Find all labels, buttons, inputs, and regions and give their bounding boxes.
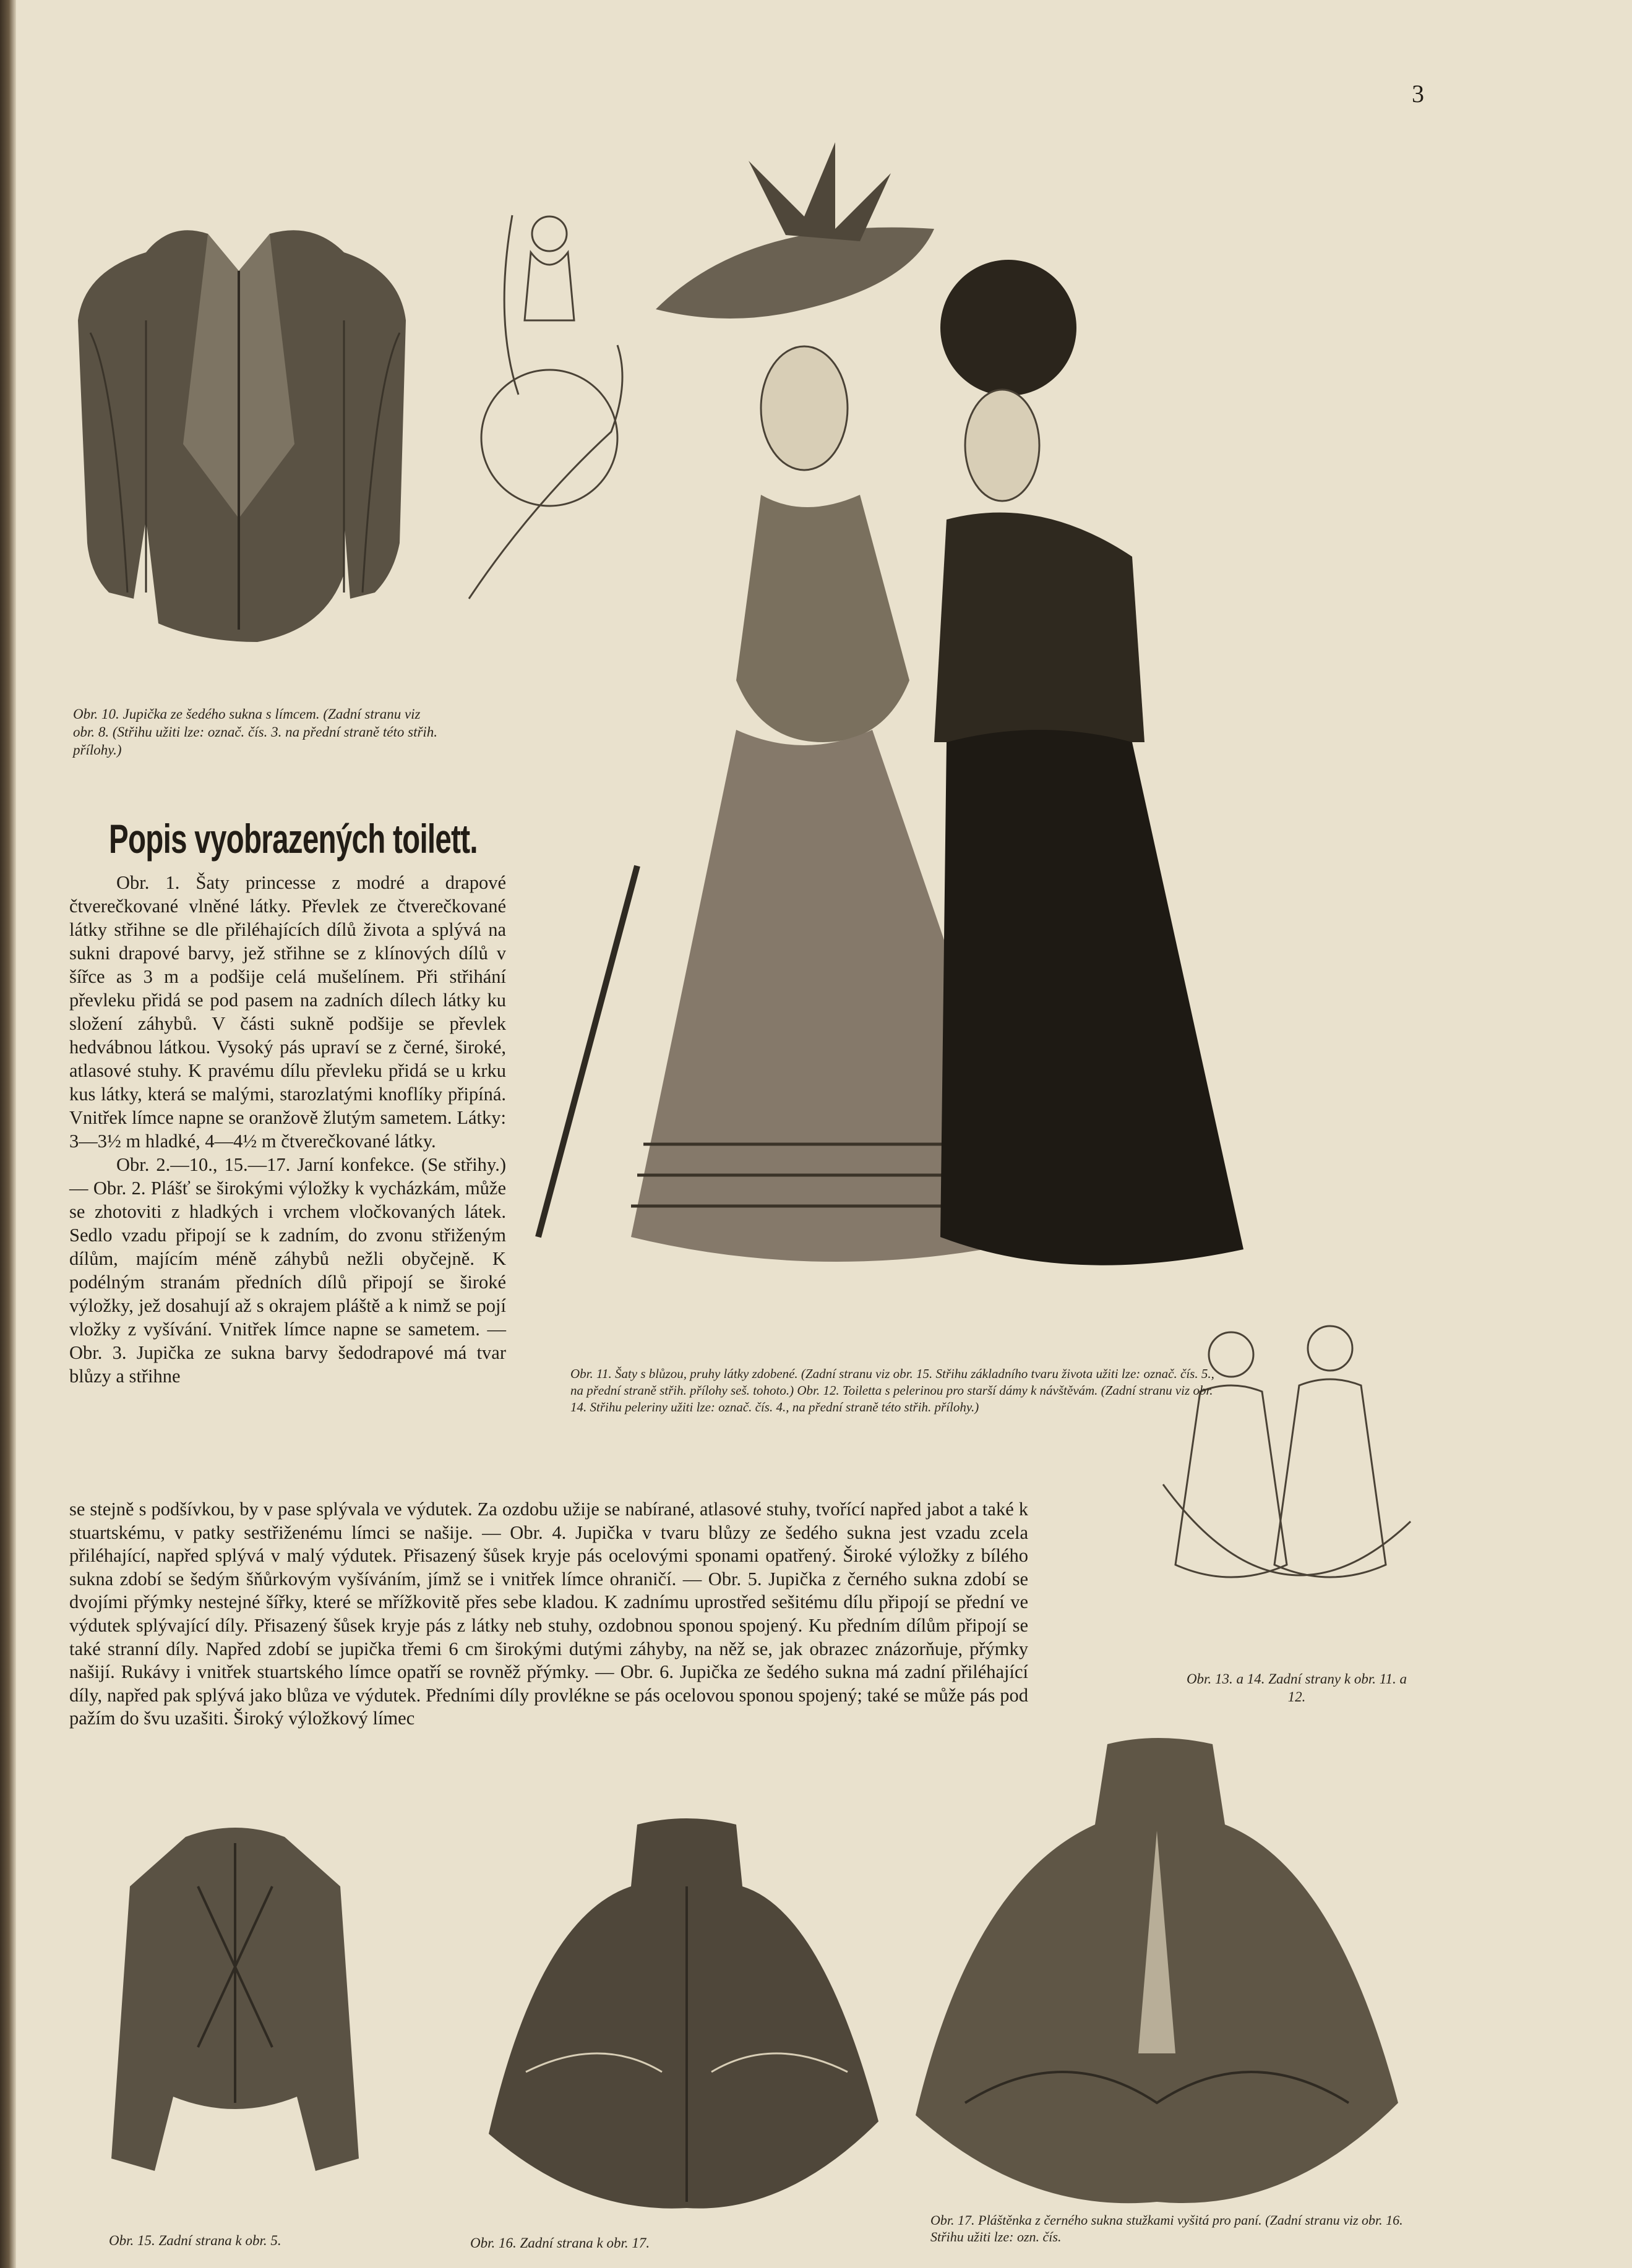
jacket-illustration — [53, 197, 437, 667]
jacket-back-illustration — [87, 1812, 384, 2196]
wide-text — [69, 1498, 1028, 1731]
caption-fig13-14: Obr. 13. a 14. Zadní strany k obr. 11. a 12. — [1186, 1671, 1407, 1705]
page-binding-edge — [0, 0, 16, 2268]
page-number: 3 — [1412, 80, 1424, 108]
caption-fig10: Obr. 10. Jupička ze šedého sukna s límcem. (Zadní stranu viz obr. 8. (Střihu užiti lze: označ. čís. 3. na přední straně této střih. přílohy.) — [73, 706, 438, 758]
back-views-illustration — [1138, 1299, 1423, 1682]
cape-back-illustration — [476, 1812, 897, 2220]
caption-fig16: Obr. 16. Zadní strana k obr. 17. — [470, 2235, 650, 2251]
paragraph-obr2: Obr. 2.—10., 15.—17. Jarní konfekce. (Se střihy.) — Obr. 2. Plášť se širokými výložky k vycházkám, může se zhotoviti z hladkých i vrchem vločkovaných látek. Sedlo vzadu připojí se k zadním, do zvonu střiženým dílům, majícím méně záhybů nežli obyčejně. K podélným stranám předních dílů připojí se široké výložky, jež dosahují až s okrajem pláště a k nimž se pojí vložky z vyšívání. Vnitřek límce napne se sametem. — Obr. 3. Jupička ze sukna barvy šedodrapové má tvar blůzy a střihne — [69, 1154, 506, 1387]
paragraph-obr1: Obr. 1. Šaty princesse z modré a drapové čtverečkované vlněné látky. Převlek ze čtverečkované látky střihne se dle přiléhajících dílů života a splývá na sukni drapové barvy, jež střihne se z klínových dílů v šířce as 3 m a podšije celá mušelínem. Při střihání převleku přidá se pod pasem na zadních dílech látky ku složení záhybů. V části sukně podšije se převlek hedvábnou látkou. Vysoký pás upraví se z černé, široké, atlasové stuhy. K pravému dílu převleku přidá se u krku kus látky, která se malými, starozlatými knoflíky připíná. Vnitřek límce napne se oranžově žlutým sametem. Látky: 3—3½ m hladké, 4—4½ m čtverečkované látky. — [69, 872, 506, 1152]
caption-fig11-12: Obr. 11. Šaty s blůzou, pruhy látky zdobené. (Zadní stranu viz obr. 15. Střihu základního tvaru života užiti lze: označ. čís. 5., na přední straně střih. přílohy seš. tohoto.) Obr. 12. Toiletta s pelerinou pro starší dámy k návštěvám. (Zadní stranu viz obr. 14. Střihu peleriny užiti lze: označ. čís. 4., na přední straně této střih. přílohy.) — [570, 1366, 1214, 1414]
page-title: Popis vyobrazených toilett. — [109, 816, 478, 862]
cape-front-illustration — [903, 1732, 1411, 2214]
caption-fig15: Obr. 15. Zadní strana k obr. 5. — [109, 2233, 281, 2248]
caption-fig17: Obr. 17. Pláštěnka z černého sukna stužkami vyšitá pro paní. (Zadní stranu viz obr. 16. Střihu užiti lze: ozn. čís. — [930, 2212, 1403, 2244]
paragraph-continued: se stejně s podšívkou, by v pase splývala ve výdutek. Za ozdobu užije se nabírané, atlasové stuhy, tvořící napřed jabot a také k stuartskému, v patky sestřiženému límci se našije. — Obr. 4. Jupička v tvaru blůzy ze šedého sukna jest vzadu zcela přiléhající, napřed splývá v malý výdutek. Přisazený šůsek kryje pás ocelovými sponami opatřený. Široké výložky z bílého sukna zdobí se šedým šňůrkovým vyšíváním, jímž se i vnitřek límce ohraničí. — Obr. 5. Jupička z černého sukna zdobí se dvojími přýmky nestejné šířky, které se mřížkovitě přes sebe kladou. K zadnímu uprostřed sešitému dílu připojí se přední ve výdutek splývající díly. Přisazený šůsek kryje pás z látky neb stuhy, ozdobnou sponou spojený. Ku předním dílům připojí se také stranní díly. Napřed zdobí se jupička třemi 6 cm širokými dutými záhyby, na něž se, jak obrazec znázorňuje, přýmky našijí. Rukávy i vnitřek stuartského límce opatří se rovněž přýmky. — Obr. 6. Jupička ze šedého sukna má zadní přiléhající díly, napřed pak splývá jako blůza ve výdutek. Předními díly provlékne se pás ocelovou sponou spojený; také se může pás pod pažím do švu uzašiti. Široký výložkový límec — [69, 1499, 1028, 1729]
main-fashion-figures — [513, 124, 1256, 1299]
column-text — [69, 871, 506, 1388]
